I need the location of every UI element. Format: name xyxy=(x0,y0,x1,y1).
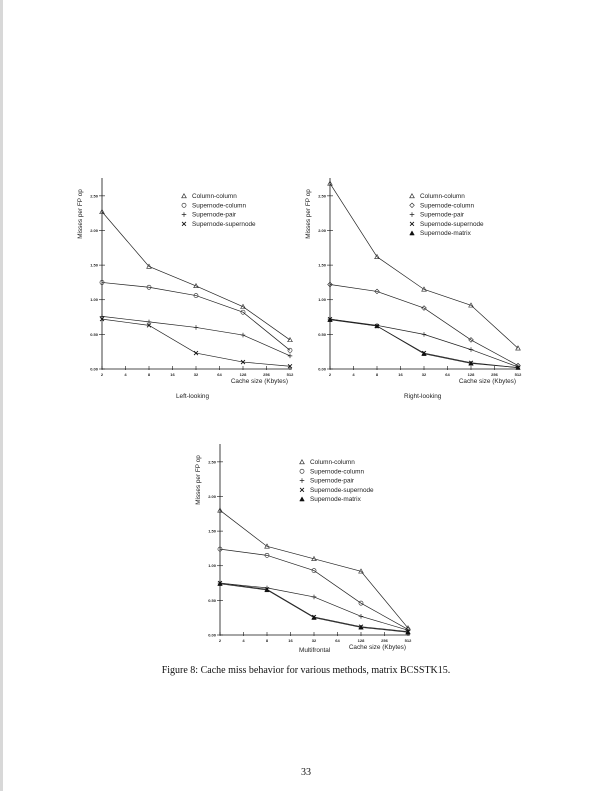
chart-2-line-column-column xyxy=(220,510,408,628)
chart-2-xtick-label: 128 xyxy=(357,638,365,643)
chart-0-xtick-label: 32 xyxy=(193,372,199,377)
chart-0-legend-marker-supernode-supernode xyxy=(182,222,186,226)
chart-0-xtick-label: 128 xyxy=(239,372,247,377)
chart-1-legend-marker-supernode-matrix xyxy=(410,231,415,235)
chart-1-xtick-label: 256 xyxy=(491,372,498,377)
chart-0-series-column-column xyxy=(100,209,293,341)
chart-2-xtick-label: 16 xyxy=(288,638,293,643)
chart-1-xtick-label: 16 xyxy=(398,372,403,377)
chart-1-point-supernode-pair xyxy=(422,332,427,337)
chart-1-legend-marker-supernode-pair xyxy=(410,212,415,217)
chart-0-line-supernode-column xyxy=(102,282,290,350)
chart-2-line-supernode-pair xyxy=(220,583,408,630)
chart-2-xlabel: Cache size (Kbytes) xyxy=(348,644,406,651)
chart-0-point-supernode-pair xyxy=(194,325,199,330)
chart-1-xtick-label: 512 xyxy=(514,372,522,377)
chart-0-series-supernode-column xyxy=(100,280,292,352)
chart-2-line-supernode-supernode xyxy=(220,583,408,631)
chart-0-line-supernode-pair xyxy=(102,316,290,355)
chart-0-ytick-label: 1.50 xyxy=(90,262,98,268)
chart-1-xtick-label: 64 xyxy=(445,372,450,377)
chart-1-xtick-label: 2 xyxy=(328,372,332,377)
chart-multifrontal-subtitle: Multifrontal xyxy=(299,647,331,654)
chart-1-xtick-label: 4 xyxy=(352,372,355,377)
chart-0-ytick-label: 0.00 xyxy=(90,366,98,372)
chart-1-series-supernode-pair xyxy=(328,317,521,369)
chart-1-ytick-label: 0.00 xyxy=(318,366,326,372)
chart-1-line-supernode-pair xyxy=(330,319,518,367)
chart-0-xlabel: Cache size (Kbytes) xyxy=(230,378,288,385)
chart-0-legend-label-supernode-column: Supernode-column xyxy=(192,202,246,210)
chart-1-ylabel: Misses per FP op xyxy=(305,189,312,239)
chart-2-series-supernode-supernode xyxy=(218,581,410,633)
chart-0-legend-label-supernode-pair: Supernode-pair xyxy=(192,211,237,219)
chart-2-point-supernode-pair xyxy=(359,614,364,619)
chart-1-legend-marker-supernode-column xyxy=(410,203,415,208)
chart-2-legend-label-supernode-matrix: Supernode-matrix xyxy=(310,496,361,504)
chart-0-legend-marker-supernode-pair xyxy=(182,212,187,217)
chart-2-legend-label-supernode-pair: Supernode-pair xyxy=(310,477,355,485)
chart-2-ytick-label: 0.50 xyxy=(208,597,216,603)
chart-0-legend-label-column-column: Column-column xyxy=(192,193,237,200)
chart-0-series-supernode-supernode xyxy=(100,317,292,368)
chart-2-ylabel: Misses per FP op xyxy=(195,455,202,505)
chart-0-legend-marker-supernode-column xyxy=(182,203,186,207)
chart-1-line-supernode-supernode xyxy=(330,319,518,367)
chart-2-ytick-label: 1.00 xyxy=(208,563,216,569)
chart-1-xtick-label: 128 xyxy=(467,372,475,377)
chart-right-looking xyxy=(300,174,530,385)
chart-2-point-supernode-pair xyxy=(312,595,317,600)
chart-2-legend-label-supernode-supernode: Supernode-supernode xyxy=(310,486,374,494)
chart-2-ytick-label: 2.00 xyxy=(208,493,216,499)
chart-2-legend-label-supernode-column: Supernode-column xyxy=(310,468,364,476)
chart-1-series-supernode-supernode xyxy=(328,317,520,369)
chart-0-xtick-label: 512 xyxy=(286,372,294,377)
chart-2-xtick-label: 32 xyxy=(311,638,317,643)
chart-1-legend-label-column-column: Column-column xyxy=(420,193,465,200)
chart-0-ylabel: Misses per FP op xyxy=(77,189,84,239)
chart-2-legend-label-column-column: Column-column xyxy=(310,459,355,466)
chart-left-looking xyxy=(72,174,302,385)
chart-2-xtick-label: 4 xyxy=(242,638,245,643)
chart-2-ytick-label: 1.50 xyxy=(208,528,216,534)
chart-2-legend-marker-supernode-column xyxy=(300,469,304,473)
chart-0-line-column-column xyxy=(102,212,290,340)
page-number: 33 xyxy=(301,767,311,778)
chart-left-looking-subtitle: Left-looking xyxy=(176,393,210,400)
chart-2-xtick-label: 256 xyxy=(381,638,388,643)
chart-2-ytick-label: 0.00 xyxy=(208,632,216,638)
chart-right-looking-svg xyxy=(300,174,530,385)
chart-2-ytick-label: 2.50 xyxy=(208,459,216,465)
chart-0-ytick-label: 1.00 xyxy=(90,297,98,303)
chart-0-ytick-label: 2.00 xyxy=(90,227,98,233)
chart-2-series-supernode-pair xyxy=(218,581,411,633)
chart-2-series-column-column xyxy=(218,508,411,630)
chart-0-legend-marker-column-column xyxy=(182,194,187,198)
chart-1-legend-label-supernode-pair: Supernode-pair xyxy=(420,211,465,219)
chart-1-point-supernode-pair xyxy=(469,347,474,352)
chart-0-ytick-label: 2.50 xyxy=(90,193,98,199)
chart-right-looking-subtitle: Right-looking xyxy=(404,393,442,400)
chart-2-legend-marker-supernode-supernode xyxy=(300,488,304,492)
chart-1-legend-marker-column-column xyxy=(410,194,415,198)
chart-0-point-supernode-pair xyxy=(241,333,246,338)
chart-2-legend-marker-supernode-pair xyxy=(300,478,305,483)
chart-1-xlabel: Cache size (Kbytes) xyxy=(458,378,516,385)
chart-1-line-supernode-matrix xyxy=(330,320,518,368)
chart-1-ytick-label: 0.50 xyxy=(318,331,326,337)
chart-1-legend-label-supernode-column: Supernode-column xyxy=(420,202,474,210)
chart-1-legend-label-supernode-supernode: Supernode-supernode xyxy=(420,220,484,228)
chart-left-looking-svg xyxy=(72,174,302,385)
chart-0-xtick-label: 16 xyxy=(170,372,175,377)
chart-0-legend-label-supernode-supernode: Supernode-supernode xyxy=(192,220,256,228)
figure-caption: Figure 8: Cache miss behavior for various methods, matrix BCSSTK15. xyxy=(161,665,451,676)
chart-1-ytick-label: 1.00 xyxy=(318,297,326,303)
chart-0-xtick-label: 2 xyxy=(100,372,104,377)
chart-1-ytick-label: 2.00 xyxy=(318,227,326,233)
chart-2-xtick-label: 64 xyxy=(335,638,340,643)
chart-1-legend-label-supernode-matrix: Supernode-matrix xyxy=(420,230,471,238)
chart-0-xtick-label: 8 xyxy=(147,372,151,377)
chart-1-xtick-label: 32 xyxy=(421,372,427,377)
chart-0-point-supernode-pair xyxy=(288,354,293,359)
chart-1-xtick-label: 8 xyxy=(375,372,379,377)
chart-0-xtick-label: 256 xyxy=(263,372,270,377)
chart-1-legend-marker-supernode-supernode xyxy=(410,222,414,226)
chart-2-line-supernode-matrix xyxy=(220,584,408,632)
chart-0-xtick-label: 64 xyxy=(217,372,222,377)
chart-2-legend-marker-column-column xyxy=(300,460,305,464)
chart-2-xtick-label: 8 xyxy=(265,638,269,643)
chart-1-ytick-label: 2.50 xyxy=(318,193,326,199)
chart-0-ytick-label: 0.50 xyxy=(90,331,98,337)
chart-0-xtick-label: 4 xyxy=(124,372,127,377)
chart-1-ytick-label: 1.50 xyxy=(318,262,326,268)
chart-2-xtick-label: 2 xyxy=(218,638,222,643)
chart-1-series-supernode-matrix xyxy=(328,318,521,370)
chart-2-legend-marker-supernode-matrix xyxy=(300,497,305,501)
chart-2-xtick-label: 512 xyxy=(404,638,412,643)
chart-2-series-supernode-matrix xyxy=(218,581,411,634)
